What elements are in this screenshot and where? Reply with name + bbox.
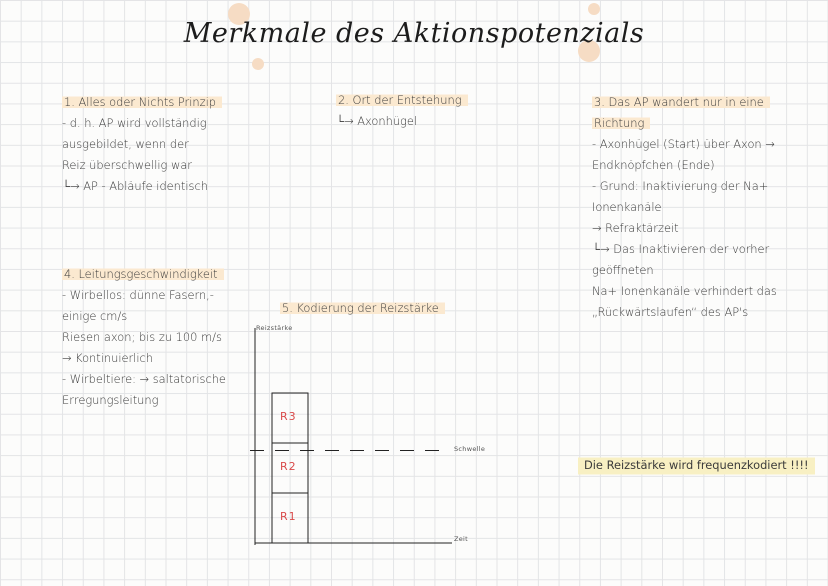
text-line: „Rückwärtslaufen“ des AP's (592, 305, 749, 319)
page-title: Merkmale des Aktionspotenzials (183, 18, 645, 49)
text-line: Reiz überschwellig war (62, 158, 192, 172)
section-conduction-speed (62, 264, 226, 411)
section-heading: 2. Ort der Entstehung (336, 93, 468, 107)
text-line: - Wirbellos: dünne Fasern,- (62, 288, 214, 302)
text-line: └→ AP - Abläufe identisch (62, 179, 208, 193)
section-heading: 5. Kodierung der Reizstärke (280, 301, 445, 315)
section-direction (592, 92, 777, 323)
section-heading: 1. Alles oder Nichts Prinzip (62, 95, 222, 109)
text-line: └→ Axonhügel (336, 114, 418, 128)
text-line: Erregungsleitung (62, 393, 159, 407)
section-all-or-nothing (62, 92, 222, 197)
decorative-dot (588, 3, 600, 15)
section-heading-cont: Richtung (592, 116, 650, 130)
text-line: einige cm/s (62, 309, 128, 323)
text-line: - d. h. AP wird vollständig (62, 116, 207, 130)
text-line: → Refraktärzeit (592, 221, 679, 235)
bar-label-r1: R1 (280, 510, 297, 523)
text-line: ausgebildet, wenn der (62, 137, 189, 151)
text-line: - Axonhügel (Start) über Axon → (592, 137, 775, 151)
decorative-dot (252, 58, 264, 70)
text-line: → Kontinuierlich (62, 351, 153, 365)
threshold-label: Schwelle (454, 444, 486, 453)
text-line: Riesen axon; bis zu 100 m/s (62, 330, 222, 344)
text-line: geöffneten (592, 263, 654, 277)
bar-label-r2: R2 (280, 460, 297, 473)
section-heading: 4. Leitungsgeschwindigkeit (62, 267, 224, 281)
section-origin (336, 90, 468, 132)
text-line: Endknöpfchen (Ende) (592, 158, 715, 172)
text-line: └→ Das Inaktivieren der vorher (592, 242, 770, 256)
text-line: - Grund: Inaktivierung der Na+ (592, 179, 769, 193)
section-heading: 3. Das AP wandert nur in eine (592, 95, 770, 109)
bar-label-r3: R3 (280, 410, 297, 423)
text-line: Ionenkanäle (592, 200, 662, 214)
conclusion-note: Die Reizstärke wird frequenzkodiert !!!! (578, 455, 815, 476)
x-axis-label: Zeit (454, 535, 469, 543)
section-coding (280, 298, 445, 319)
y-axis-label: Reizstärke (256, 324, 293, 332)
text-line: Na+ Ionenkanäle verhindert das (592, 284, 777, 298)
text-line: - Wirbeltiere: → saltatorische (62, 372, 226, 386)
